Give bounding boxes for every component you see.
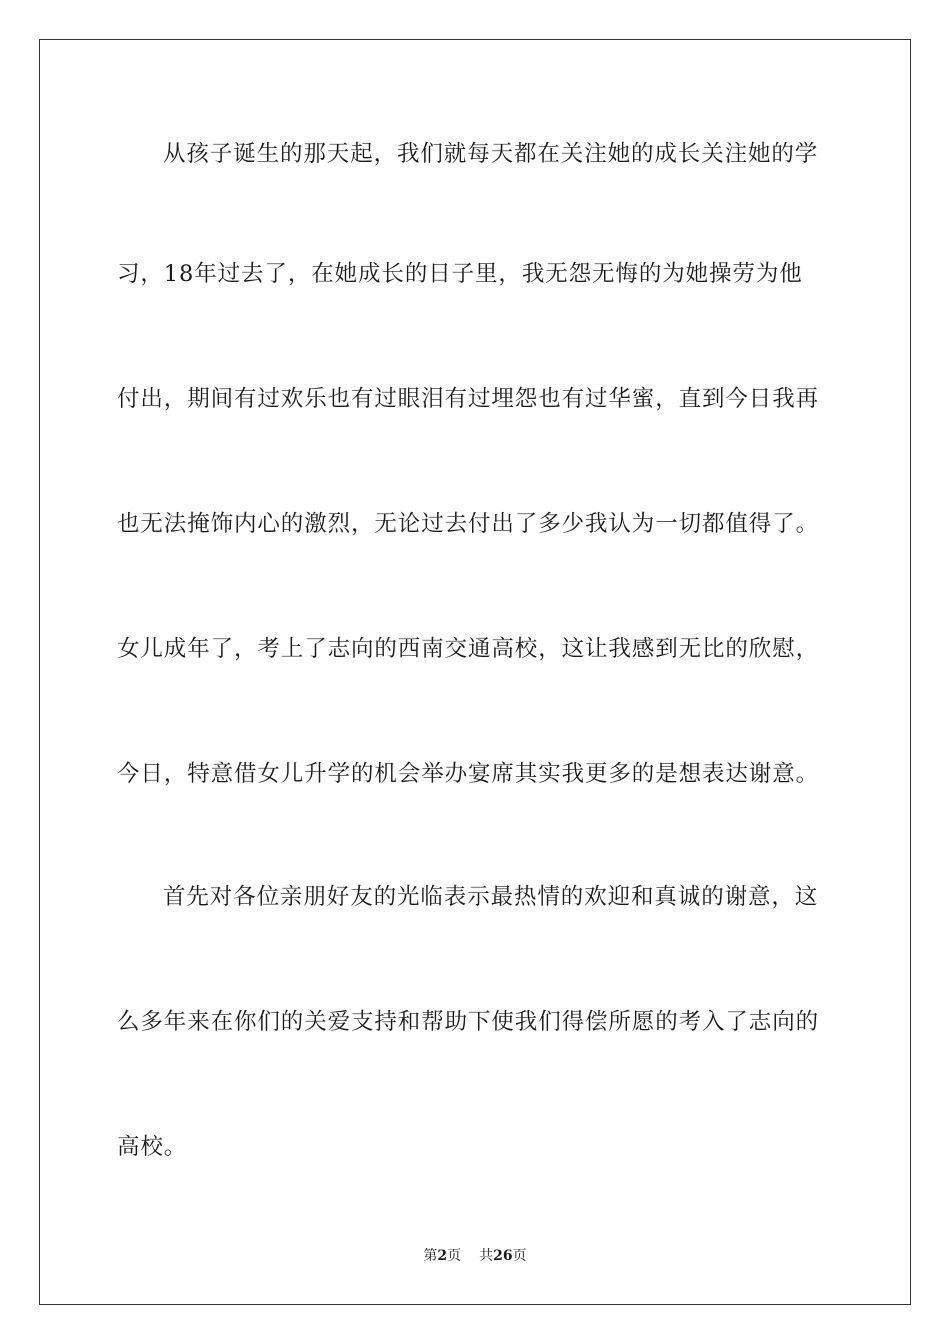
page-prefix: 第 xyxy=(423,1248,438,1264)
page-number: 2 xyxy=(437,1248,448,1264)
text-line: 从孩子诞生的那天起，我们就每天都在关注她的成长关注她的学 xyxy=(163,141,819,167)
text-line: 首先对各位亲朋好友的光临表示最热情的欢迎和真诚的谢意，这 xyxy=(163,884,819,910)
page-footer xyxy=(0,1246,950,1266)
total-suffix: 页 xyxy=(512,1248,527,1264)
page-suffix: 页 xyxy=(447,1248,462,1264)
text-line: 也无法掩饰内心的激烈，无论过去付出了多少我认为一切都值得了。 xyxy=(117,511,820,537)
text-line: 女儿成年了，考上了志向的西南交通高校，这让我感到无比的欣慰， xyxy=(117,636,820,662)
text-line: 高校。 xyxy=(117,1134,188,1160)
total-prefix: 共 xyxy=(479,1248,494,1264)
text-line: 今日，特意借女儿升学的机会举办宴席其实我更多的是想表达谢意。 xyxy=(117,761,820,787)
total-pages: 26 xyxy=(493,1248,513,1264)
text-line: 么多年来在你们的关爱支持和帮助下使我们得偿所愿的考入了志向的 xyxy=(117,1009,820,1035)
page-border xyxy=(39,39,911,1305)
text-line: 习，18年过去了，在她成长的日子里，我无怨无悔的为她操劳为他 xyxy=(117,261,803,287)
text-line: 付出，期间有过欢乐也有过眼泪有过埋怨也有过华蜜，直到今日我再 xyxy=(117,386,820,412)
